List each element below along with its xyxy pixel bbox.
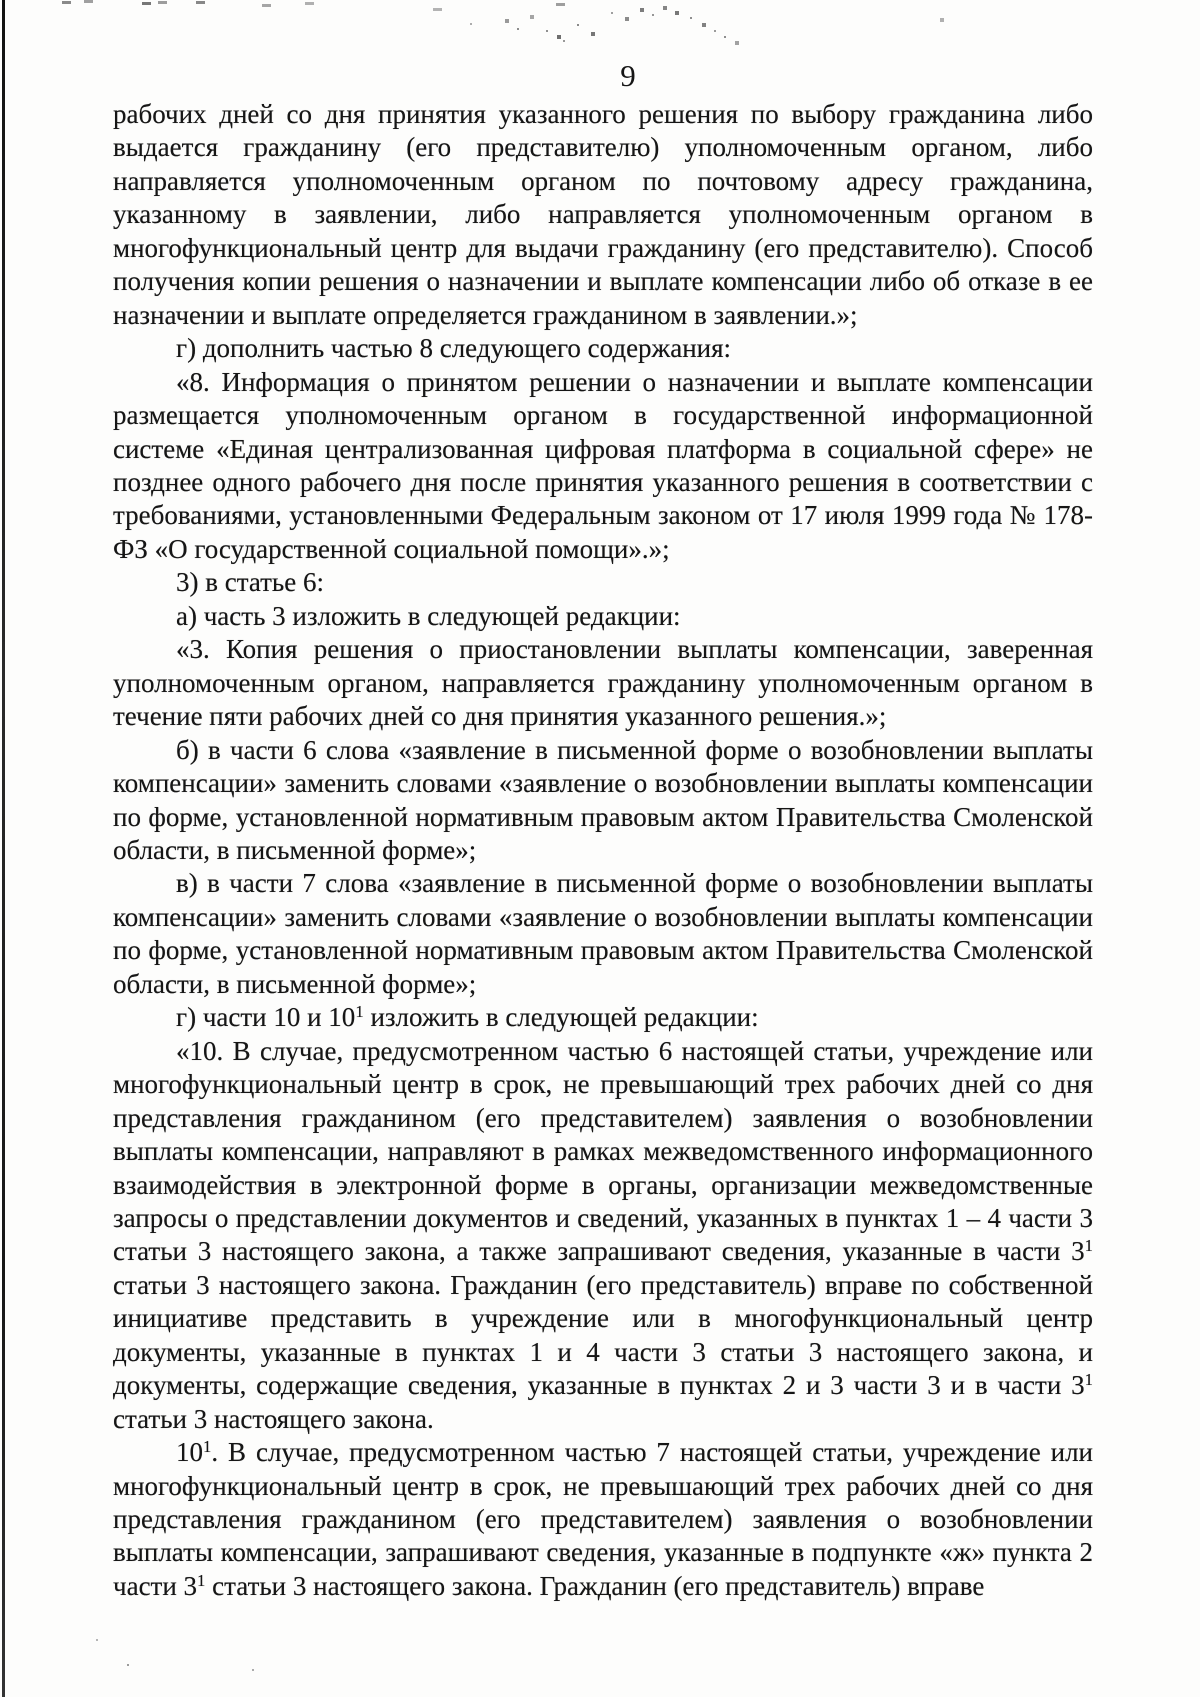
text-run: б) в части 6 слова «заявление в письменной форме о возобновлении выплаты компенсации» заменить словами «заявление о возобновлении выплаты компенсации по форме, установленной нормативным правовым актом Правительства Смоленской области, в письменной форме»; [113,734,1093,865]
text-run: . В случае, предусмотренном частью 7 настоящей статьи, учреждение или многофункциональный центр в срок, не превышающий трех рабочих дней со дня представления гражданином (его представителем) заявления о возобновлении выплаты компенсации, запрашивают сведения, указанные в подпункте «ж» пункта 2 части 3 [113,1437,1093,1601]
text-run: а) часть 3 изложить в следующей редакции: [176,600,681,631]
text-run: изложить в следующей редакции: [363,1002,759,1033]
paragraph [113,734,1093,868]
page-number: 9 [620,58,636,93]
text-run: «3. Копия решения о приостановлении выплаты компенсации, заверенная уполномоченным органом, направляется гражданину уполномоченным органом в течение пяти рабочих дней со дня принятия указанного решения.»; [113,634,1093,732]
paragraph [113,1035,1093,1436]
paragraph [113,332,1093,365]
text-run: в) в части 7 слова «заявление в письменной форме о возобновлении выплаты компенсации» заменить словами «заявление о возобновлении выплаты компенсации по форме, установленной нормативным правовым актом Правительства Смоленской области, в письменной форме»; [113,868,1093,999]
superscript: 1 [355,1002,364,1022]
scan-edge-artifact [2,0,5,1697]
text-run: «10. В случае, предусмотренном частью 6 настоящей статьи, учреждение или многофункциональный центр в срок, не превышающий трех рабочих дней со дня представления гражданином (его представителем) заявления о возобновлении выплаты компенсации, направляют в рамках межведомственного информационного взаимодействия в электронной форме в органы, организации межведомственные запросы о представлении документов и сведений, указанных в пунктах 1 – 4 части 3 статьи 3 настоящего закона, а также запрашивают сведения, указанные в части 3 [113,1035,1093,1267]
text-run: г) дополнить частью 8 следующего содержания: [176,333,732,364]
paragraph [113,98,1093,332]
superscript: 1 [1084,1236,1093,1256]
text-run: 3) в статье 6: [176,567,324,598]
text-run: статьи 3 настоящего закона. [113,1403,434,1434]
paragraph [113,366,1093,567]
text-run: г) части 10 и 10 [176,1002,356,1033]
paragraph [113,633,1093,733]
superscript: 1 [203,1436,212,1456]
text-run: статьи 3 настоящего закона. Гражданин (его представитель) вправе [205,1570,985,1601]
paragraph [113,566,1093,599]
text-run: 10 [176,1437,203,1468]
paragraph [113,1436,1093,1603]
superscript: 1 [197,1570,206,1590]
paragraph [113,600,1093,633]
scan-noise [0,0,2,2]
superscript: 1 [1084,1370,1093,1390]
text-run: статьи 3 настоящего закона. Гражданин (его представитель) вправе по собственной инициативе представить в учреждение или в многофункциональный центр документы, указанные в пунктах 1 и 4 части 3 статьи 3 настоящего закона, и документы, содержащие сведения, указанные в пунктах 2 и 3 части 3 и в части 3 [113,1269,1093,1401]
text-run: «8. Информация о принятом решении о назначении и выплате компенсации размещается уполномоченным органом в государственной информационной системе «Единая централизованная цифровая платформа в социальной сфере» не позднее одного рабочего дня после принятия указанного решения в соответствии с требованиями, установленными Федеральным законом от 17 июля 1999 года № 178-ФЗ «О государственной социальной помощи».»; [113,366,1093,564]
document-body [113,98,1093,1603]
paragraph [113,1001,1093,1034]
paragraph [113,867,1093,1001]
text-run: рабочих дней со дня принятия указанного решения по выбору гражданина либо выдается гражданину (его представителю) уполномоченным органом, либо направляется уполномоченным органом по почтовому адресу гражданина, указанному в заявлении, либо направляется уполномоченным органом в многофункциональный центр для выдачи гражданину (его представителю). Способ получения копии решения о назначении и выплате компенсации либо об отказе в ее назначении и выплате определяется гражданином в заявлении.»; [113,99,1093,330]
